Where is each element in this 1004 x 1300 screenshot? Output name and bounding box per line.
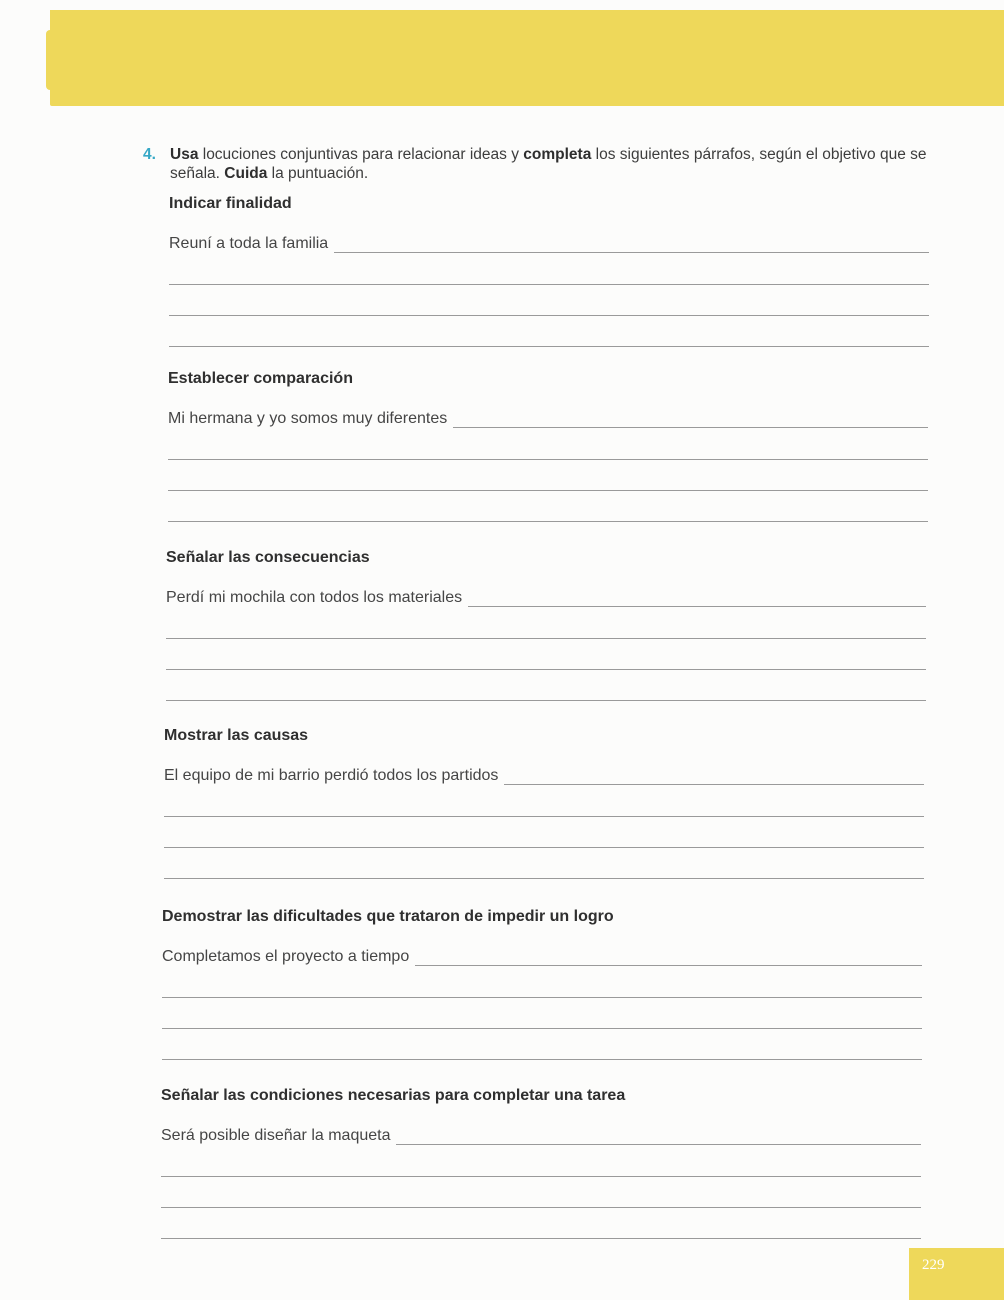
answer-line-2[interactable]	[168, 459, 928, 460]
answer-line-1[interactable]	[468, 606, 926, 607]
section-heading: Establecer comparación	[168, 370, 353, 387]
answer-line-4[interactable]	[164, 878, 924, 879]
answer-row	[162, 947, 922, 967]
answer-line-4[interactable]	[168, 521, 928, 522]
answer-line-1[interactable]	[334, 252, 929, 253]
answer-line-3[interactable]	[161, 1207, 921, 1208]
section-heading: Mostrar las causas	[164, 727, 309, 744]
answer-line-3[interactable]	[168, 490, 928, 491]
instruction-fragment: los siguientes párrafos, según el objetivo que se señala.	[170, 146, 927, 182]
header-banner	[50, 10, 1004, 106]
instruction-fragment: locuciones conjuntivas para relacionar ideas y	[198, 146, 524, 163]
instruction-fragment: la puntuación.	[267, 165, 369, 182]
answer-line-3[interactable]	[169, 315, 929, 316]
answer-line-2[interactable]	[169, 284, 929, 285]
answer-line-2[interactable]	[166, 638, 926, 639]
answer-line-1[interactable]	[453, 427, 928, 428]
answer-row	[169, 234, 929, 254]
answer-line-4[interactable]	[166, 700, 926, 701]
answer-line-4[interactable]	[162, 1059, 922, 1060]
section-heading: Indicar finalidad	[169, 195, 292, 212]
sentence-prompt: Completamos el proyecto a tiempo	[162, 948, 410, 965]
exercise-instruction	[143, 145, 933, 183]
sentence-prompt: Reuní a toda la familia	[169, 235, 329, 252]
answer-line-3[interactable]	[162, 1028, 922, 1029]
answer-line-4[interactable]	[161, 1238, 921, 1239]
answer-row	[161, 1126, 921, 1146]
answer-row	[164, 766, 924, 786]
instruction-text	[143, 145, 933, 183]
instruction-keyword: Cuida	[224, 165, 268, 182]
section-senalar-consecuencias	[166, 548, 926, 701]
answer-line-2[interactable]	[162, 997, 922, 998]
answer-line-1[interactable]	[415, 965, 922, 966]
answer-line-4[interactable]	[169, 346, 929, 347]
sentence-prompt: Mi hermana y yo somos muy diferentes	[168, 410, 448, 427]
answer-line-3[interactable]	[166, 669, 926, 670]
page-number-tab	[909, 1248, 1004, 1300]
answer-row	[166, 588, 926, 608]
page-number: 229	[922, 1257, 945, 1273]
answer-line-1[interactable]	[504, 784, 924, 785]
section-demostrar-dificultades	[162, 907, 922, 1060]
section-heading: Demostrar las dificultades que trataron de impedir un logro	[162, 908, 614, 925]
section-mostrar-causas	[164, 726, 924, 879]
section-heading: Señalar las consecuencias	[166, 549, 370, 566]
sentence-prompt: Perdí mi mochila con todos los materiales	[166, 589, 463, 606]
sentence-prompt: Será posible diseñar la maqueta	[161, 1127, 391, 1144]
instruction-keyword: Usa	[170, 146, 199, 163]
section-senalar-condiciones	[161, 1086, 921, 1239]
instruction-keyword: completa	[523, 146, 592, 163]
section-indicar-finalidad	[169, 194, 929, 347]
answer-line-1[interactable]	[396, 1144, 921, 1145]
answer-line-2[interactable]	[161, 1176, 921, 1177]
section-establecer-comparacion	[168, 369, 928, 522]
answer-line-2[interactable]	[164, 816, 924, 817]
answer-row	[168, 409, 928, 429]
section-heading: Señalar las condiciones necesarias para completar una tarea	[161, 1087, 626, 1104]
answer-line-3[interactable]	[164, 847, 924, 848]
exercise-number: 4.	[143, 146, 156, 163]
sentence-prompt: El equipo de mi barrio perdió todos los partidos	[164, 767, 499, 784]
